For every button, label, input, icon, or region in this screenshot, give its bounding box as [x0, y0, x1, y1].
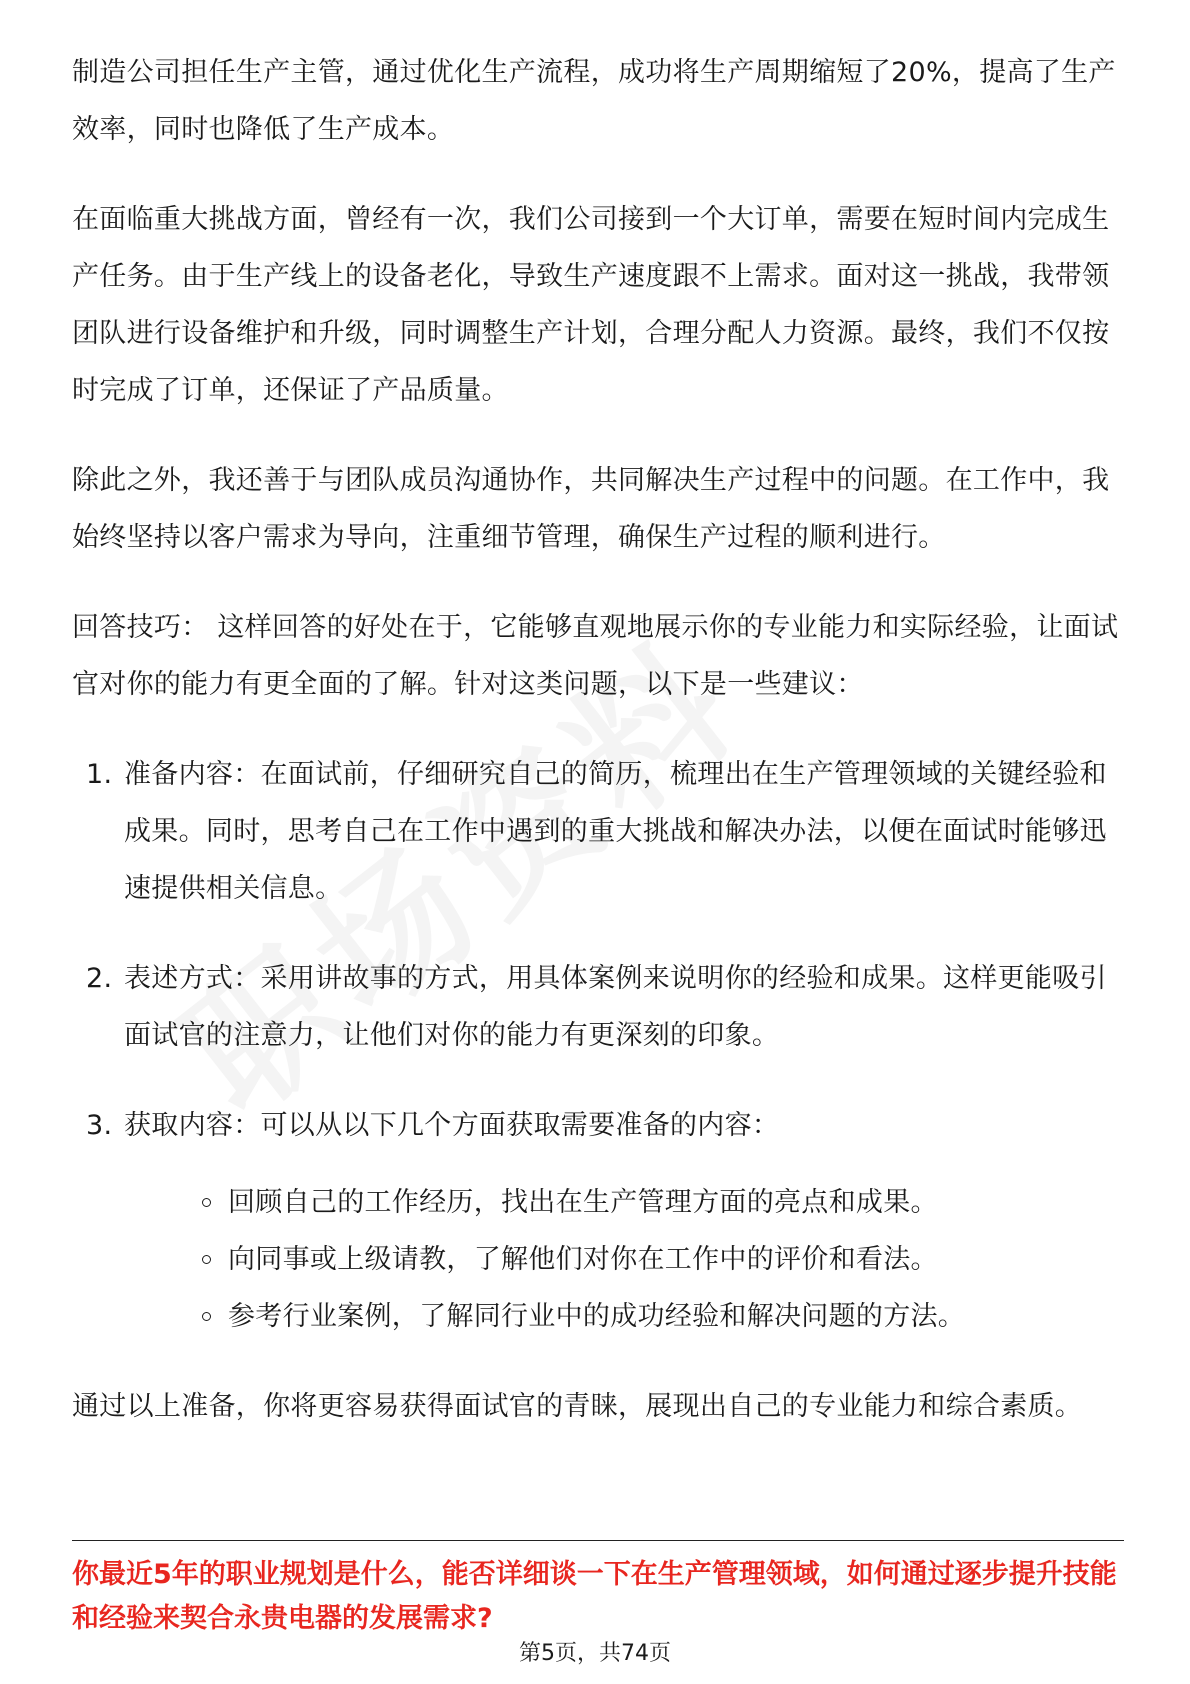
circle-bullet-icon [202, 1312, 211, 1321]
sub-bullet-item [124, 1231, 1124, 1288]
tip-number: 2. [86, 963, 113, 994]
paragraph-collaboration: 除此之外，我还善于与团队成员沟通协作，共同解决生产过程中的问题。在工作中，我始终坚持以客户需求为导向，注重细节管理，确保生产过程的顺利进行。 [72, 465, 1110, 553]
paragraph-conclusion: 通过以上准备，你将更容易获得面试官的青睐，展现出自己的专业能力和综合素质。 [72, 1391, 1083, 1422]
tip-item [72, 950, 1124, 1064]
page-number-footer: 第5页，共74页 [519, 1641, 671, 1666]
circle-bullet-icon [202, 1255, 211, 1264]
paragraph-production-result: 制造公司担任生产主管，通过优化生产流程，成功将生产周期缩短了20%，提高了生产效率，同时也降低了生产成本。 [72, 57, 1116, 145]
sub-bullet-text: 向同事或上级请教，了解他们对你在工作中的评价和看法。 [228, 1244, 938, 1275]
tip-number: 1. [86, 759, 113, 790]
tip-item [72, 1097, 1124, 1345]
section-divider [72, 1540, 1124, 1541]
sub-bullet-text: 参考行业案例，了解同行业中的成功经验和解决问题的方法。 [228, 1301, 966, 1332]
circle-bullet-icon [202, 1198, 211, 1207]
tips-list [72, 746, 1124, 1345]
sub-bullet-item [124, 1288, 1124, 1345]
sub-bullet-item [124, 1174, 1124, 1231]
tip-number: 3. [86, 1110, 113, 1141]
tip-text: 获取内容：可以从以下几个方面获取需要准备的内容： [124, 1110, 780, 1141]
next-question-heading: 你最近5年的职业规划是什么，能否详细谈一下在生产管理领域，如何通过逐步提升技能和经验来契合永贵电器的发展需求? [72, 1559, 1117, 1634]
content-body [72, 44, 1124, 1468]
paragraph-answer-tips: 回答技巧： 这样回答的好处在于，它能够直观地展示你的专业能力和实际经验，让面试官对你的能力有更全面的了解。针对这类问题，以下是一些建议： [72, 612, 1119, 700]
sub-bullet-text: 回顾自己的工作经历，找出在生产管理方面的亮点和成果。 [228, 1187, 938, 1218]
tip-text: 表述方式：采用讲故事的方式，用具体案例来说明你的经验和成果。这样更能吸引面试官的注意力，让他们对你的能力有更深刻的印象。 [124, 963, 1107, 1051]
tip-text: 准备内容：在面试前，仔细研究自己的简历，梳理出在生产管理领域的关键经验和成果。同时，思考自己在工作中遇到的重大挑战和解决办法，以便在面试时能够迅速提供相关信息。 [124, 759, 1107, 904]
tip-item [72, 746, 1124, 917]
sub-bullet-list [124, 1174, 1124, 1345]
paragraph-challenge: 在面临重大挑战方面，曾经有一次，我们公司接到一个大订单，需要在短时间内完成生产任务。由于生产线上的设备老化，导致生产速度跟不上需求。面对这一挑战，我带领团队进行设备维护和升级，同时调整生产计划，合理分配人力资源。最终，我们不仅按时完成了订单，还保证了产品质量。 [72, 204, 1110, 406]
